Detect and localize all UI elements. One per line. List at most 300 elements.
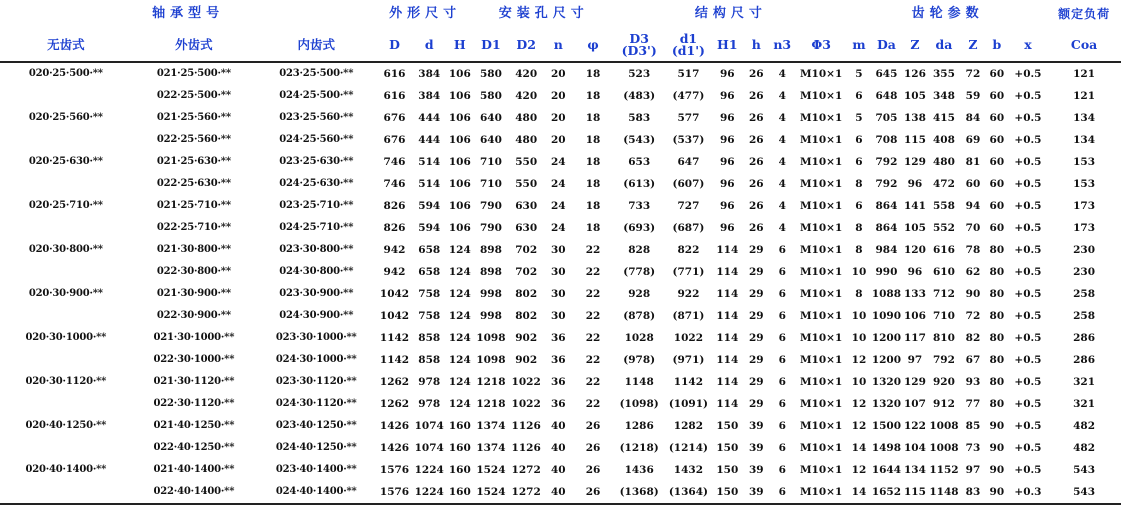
table-cell-d1: (1214) [668,442,708,454]
table-cell-Z-int: 90 [965,288,981,300]
table-cell-d: 658 [418,266,441,278]
table-cell-Coa: 173 [1073,222,1096,234]
table-cell-no-teeth: 020·40·1250·** [25,420,107,431]
table-cell-D3: (543) [623,134,656,146]
table-cell-d: 658 [418,244,441,256]
table-row [0,393,1121,415]
table-row [0,107,1121,129]
group-header-mounting-hole-dimensions: 安装孔尺寸 [498,6,589,21]
table-cell-phi3: M10×1 [799,420,843,432]
table-cell-H1: 96 [719,222,735,234]
table-cell-internal-teeth: 024·30·900·** [279,310,354,321]
table-cell-b: 60 [989,222,1005,234]
table-cell-b: 60 [989,156,1005,168]
table-cell-Z-ext: 107 [903,398,926,410]
table-cell-internal-teeth: 023·25·710·** [279,200,354,211]
table-cell-h: 26 [749,134,764,146]
table-cell-no-teeth [0,129,132,151]
table-cell-Z-int: 82 [965,332,981,344]
table-cell-D1: 790 [479,200,502,212]
table-cell-n: 30 [550,266,566,278]
table-row [0,415,1121,437]
table-cell-Z-ext: 104 [903,442,926,454]
table-row [0,173,1121,195]
table-cell-Coa: 543 [1047,481,1121,504]
table-cell-H1: 96 [719,134,735,146]
table-cell-D2: 420 [515,90,538,102]
table-cell-da: 616 [933,244,955,256]
table-cell-x: +0.5 [1014,178,1042,190]
table-cell-d: 594 [418,222,441,234]
table-cell-Coa: 230 [1073,266,1096,278]
table-cell-da: 472 [933,178,955,190]
table-cell-H: 160 [448,464,471,476]
table-cell-H: 106 [448,68,471,80]
table-cell-b: 80 [989,288,1005,300]
table-cell-Z-ext: 96 [907,266,923,278]
table-cell-b: 60 [989,68,1005,80]
table-cell-n3: 4 [778,134,786,146]
table-cell-m: 8 [855,222,863,234]
table-cell-no-teeth [0,305,132,327]
table-cell-Da: 1200 [871,354,902,366]
col-header-x: x [1009,28,1047,62]
table-cell-Z-int: 62 [965,266,981,278]
table-row [0,371,1121,393]
table-cell-H: 106 [448,178,471,190]
table-cell-phi: 22 [585,288,601,300]
table-cell-da: 610 [933,266,955,278]
table-cell-H1: 150 [712,481,742,504]
table-cell-d1: (1091) [668,398,708,410]
table-cell-phi: 22 [585,244,601,256]
col-header-internal-teeth: 内齿式 [256,28,376,62]
table-cell-Z-ext: 120 [903,244,926,256]
table-cell-external-teeth: 022·40·1250·** [153,442,235,453]
table-cell-n: 20 [550,68,566,80]
table-cell-phi: 22 [585,310,601,322]
table-cell-x: +0.5 [1014,442,1042,454]
table-cell-D1: 1218 [476,398,506,410]
table-cell-x: +0.5 [1014,310,1042,322]
table-cell-no-teeth [0,481,132,504]
table-cell-d: 444 [418,134,441,146]
table-cell-D1: 898 [479,266,502,278]
table-cell-internal-teeth: 024·30·800·** [279,266,354,277]
table-cell-Z-ext: 105 [903,90,926,102]
table-cell-phi3: M10×1 [799,244,843,256]
table-cell-n3: 4 [778,90,786,102]
table-cell-no-teeth [0,85,132,107]
table-row [0,327,1121,349]
table-row [0,437,1121,459]
table-cell-da: 1152 [929,464,959,476]
table-cell-D3: 828 [628,244,651,256]
table-cell-D1: 1218 [476,376,506,388]
table-cell-Z-int: 69 [965,134,981,146]
table-cell-D1: 998 [479,310,502,322]
table-cell-internal-teeth: 024·40·1400·** [256,481,376,504]
table-cell-h: 39 [749,420,764,432]
table-cell-no-teeth [0,437,132,459]
table-cell-H1: 114 [716,288,739,300]
table-cell-phi3: M10×1 [799,354,843,366]
table-cell-H: 124 [448,376,471,388]
table-cell-external-teeth: 022·25·500·** [156,90,231,101]
table-cell-h: 26 [749,156,764,168]
table-cell-internal-teeth: 023·30·800·** [279,244,354,255]
table-cell-Z-int: 84 [965,112,981,124]
table-row [0,151,1121,173]
table-cell-phi3: M10×1 [799,68,843,80]
table-cell-D3: 1028 [624,332,654,344]
table-cell-d1: (477) [672,90,705,102]
table-cell-D1: 710 [479,156,502,168]
table-cell-m: 5 [855,112,863,124]
table-cell-d: 384 [418,90,441,102]
table-cell-x: +0.5 [1014,332,1042,344]
table-cell-x: +0.5 [1014,90,1042,102]
table-cell-n: 40 [550,442,566,454]
table-cell-m: 12 [851,398,867,410]
table-cell-no-teeth: 020·30·1120·** [25,376,107,387]
table-cell-d1: 647 [677,156,700,168]
table-cell-da: 552 [933,222,955,234]
table-cell-D: 1142 [379,332,410,344]
table-cell-H1: 150 [716,464,739,476]
table-cell-D1: 898 [479,244,502,256]
table-cell-h: 26 [749,112,764,124]
table-row [0,85,1121,107]
table-cell-phi: 26 [585,420,601,432]
table-cell-external-teeth: 021·25·500·** [156,68,231,79]
table-cell-D3: 733 [628,200,651,212]
table-cell-D3: (1218) [619,442,659,454]
table-cell-n: 24 [550,178,566,190]
table-cell-Z-int: 97 [965,464,981,476]
table-cell-internal-teeth: 024·25·500·** [279,90,354,101]
col-header-d: d [413,28,446,62]
table-cell-H1: 114 [716,332,739,344]
col-header-n3: n3 [770,28,794,62]
table-cell-phi: 22 [585,398,601,410]
table-cell-x: +0.5 [1014,398,1042,410]
table-cell-H1: 150 [716,442,739,454]
table-cell-phi: 18 [585,112,601,124]
table-cell-Z-ext: 126 [903,68,926,80]
table-cell-D3: 1148 [624,376,654,388]
table-cell-x: +0.5 [1014,420,1042,432]
table-cell-x: +0.5 [1014,68,1042,80]
table-cell-phi3: M10×1 [799,310,843,322]
table-cell-D2: 1272 [508,481,544,504]
table-row [0,481,1121,504]
table-cell-d: 1074 [414,442,444,454]
table-cell-n3: 4 [778,68,786,80]
table-cell-da: 792 [933,354,955,366]
table-cell-h: 29 [749,398,764,410]
table-cell-d1: 1432 [673,464,704,476]
table-cell-n3: 6 [778,266,786,278]
table-cell-D1: 640 [479,112,502,124]
table-cell-Coa: 321 [1073,398,1096,410]
table-cell-phi3: M10×1 [799,200,843,212]
table-cell-n: 24 [550,156,566,168]
table-cell-D: 1042 [379,310,410,322]
table-cell-d: 384 [418,68,441,80]
table-cell-external-teeth: 021·40·1250·** [153,420,235,431]
table-cell-internal-teeth: 023·30·1120·** [275,376,357,387]
table-cell-d: 858 [418,354,441,366]
table-cell-phi: 18 [585,178,601,190]
table-cell-D1: 1374 [476,442,506,454]
table-cell-d1: (1364) [665,481,713,504]
table-cell-h: 26 [749,200,764,212]
table-cell-n: 30 [550,310,566,322]
table-cell-Z-ext: 117 [903,332,926,344]
table-cell-m: 12 [851,464,867,476]
table-cell-D2: 802 [515,288,538,300]
table-cell-D1: 1098 [476,332,506,344]
table-cell-Da: 648 [875,90,898,102]
table-cell-da: 1008 [929,442,959,454]
table-cell-x: +0.5 [1014,464,1042,476]
table-cell-da: 810 [933,332,955,344]
table-row [0,459,1121,481]
table-cell-D3: (978) [623,354,656,366]
table-cell-d: 1074 [414,420,444,432]
table-cell-Z-int: 93 [965,376,981,388]
table-cell-H: 124 [448,266,471,278]
table-cell-phi3: M10×1 [799,288,843,300]
table-cell-Da: 1500 [871,420,902,432]
table-cell-D1: 790 [479,222,502,234]
table-cell-h: 29 [749,376,764,388]
table-cell-D1: 640 [479,134,502,146]
table-cell-phi3: M10×1 [799,398,843,410]
table-cell-Coa: 286 [1073,332,1096,344]
table-cell-x: +0.5 [1014,376,1042,388]
table-cell-Coa: 153 [1073,178,1096,190]
table-cell-no-teeth: 020·30·900·** [28,288,103,299]
table-cell-D1: 1524 [476,464,506,476]
table-cell-Z-int: 94 [965,200,981,212]
table-cell-x: +0.5 [1014,244,1042,256]
table-row [0,283,1121,305]
col-header-D: D [376,28,412,62]
table-cell-d: 858 [418,332,441,344]
table-cell-H1: 150 [716,420,739,432]
table-cell-Da: 645 [875,68,898,80]
table-cell-da: 348 [933,90,955,102]
table-cell-H1: 96 [719,200,735,212]
table-cell-n: 40 [544,481,572,504]
table-cell-Da: 864 [875,222,898,234]
table-cell-x: +0.5 [1014,156,1042,168]
table-cell-d: 758 [418,288,441,300]
table-cell-n: 36 [550,376,566,388]
table-cell-D: 676 [383,112,406,124]
table-cell-phi: 18 [585,156,601,168]
table-cell-d1: 1282 [673,420,704,432]
table-cell-phi: 18 [585,68,601,80]
table-cell-Z-int: 67 [965,354,981,366]
table-cell-D1: 998 [479,288,502,300]
table-cell-x: +0.5 [1014,134,1042,146]
table-cell-H: 124 [448,244,471,256]
table-cell-external-teeth: 021·40·1400·** [153,464,235,475]
table-cell-phi3: M10×1 [799,156,843,168]
table-cell-Z-ext: 134 [903,464,926,476]
table-cell-Coa: 173 [1073,200,1096,212]
table-cell-D: 1426 [379,442,410,454]
table-cell-d1: (871) [672,310,705,322]
table-cell-phi: 22 [585,266,601,278]
table-cell-Da: 1644 [871,464,902,476]
table-cell-D2: 802 [515,310,538,322]
table-cell-H1: 96 [719,112,735,124]
table-cell-n3: 6 [778,288,786,300]
table-cell-D3: 583 [628,112,651,124]
table-cell-H1: 114 [716,354,739,366]
table-cell-d1: 1142 [673,376,704,388]
table-cell-m: 12 [851,354,867,366]
table-cell-D3: 653 [628,156,651,168]
table-cell-b: 60 [989,200,1005,212]
table-cell-H1: 96 [719,68,735,80]
table-cell-Coa: 321 [1073,376,1096,388]
table-cell-D2: 702 [515,266,538,278]
col-header-D1: D1 [474,28,508,62]
table-cell-D2: 902 [515,354,538,366]
table-cell-Z-int: 72 [965,68,981,80]
col-header-h: h [742,28,770,62]
table-cell-d1: 727 [677,200,700,212]
table-cell-x: +0.5 [1014,222,1042,234]
table-cell-phi3: M10×1 [799,332,843,344]
table-cell-H1: 114 [716,244,739,256]
table-cell-n3: 6 [778,398,786,410]
table-cell-no-teeth: 020·40·1400·** [25,464,107,475]
table-cell-H: 106 [448,112,471,124]
table-cell-H: 106 [448,134,471,146]
table-cell-H: 124 [448,332,471,344]
table-cell-d1: (687) [672,222,705,234]
table-cell-da: 480 [933,156,955,168]
table-cell-internal-teeth: 023·25·630·** [279,156,354,167]
table-cell-D2: 902 [515,332,538,344]
table-cell-d: 1224 [413,481,446,504]
header-group-row [0,0,1121,28]
table-cell-b: 90 [989,464,1005,476]
table-cell-Coa: 258 [1073,288,1096,300]
table-cell-Da: 984 [875,244,898,256]
table-cell-phi: 26 [585,464,601,476]
table-cell-H: 124 [448,310,471,322]
table-cell-da: 415 [933,112,955,124]
table-cell-n: 20 [550,90,566,102]
table-cell-D3: (483) [623,90,656,102]
table-cell-h: 26 [749,68,764,80]
table-cell-phi3: M10×1 [799,178,843,190]
table-cell-m: 10 [851,332,867,344]
table-cell-internal-teeth: 024·25·560·** [279,134,354,145]
table-cell-Z-int: 59 [965,90,981,102]
table-cell-Da: 705 [875,112,898,124]
table-cell-Coa: 286 [1073,354,1096,366]
table-cell-H: 160 [446,481,474,504]
table-cell-phi3: M10×1 [799,266,843,278]
table-cell-Z-ext: 115 [903,481,927,504]
col-header-H1: H1 [712,28,742,62]
table-cell-external-teeth: 022·30·1120·** [153,398,235,409]
table-cell-D: 746 [383,156,406,168]
table-cell-H: 124 [448,288,471,300]
table-cell-m: 12 [851,420,867,432]
table-cell-D2: 702 [515,244,538,256]
table-cell-phi3: M10×1 [799,134,843,146]
table-cell-Z-int: 81 [965,156,981,168]
table-cell-b: 80 [989,310,1005,322]
table-cell-x: +0.5 [1014,354,1042,366]
table-cell-external-teeth: 022·25·710·** [156,222,231,233]
table-cell-D: 1262 [379,398,410,410]
table-cell-Z-ext: 141 [903,200,926,212]
table-cell-d: 514 [418,156,441,168]
table-row [0,261,1121,283]
table-cell-b: 90 [989,420,1005,432]
table-cell-d: 758 [418,310,441,322]
table-cell-m: 8 [855,288,863,300]
table-cell-n3: 6 [778,310,786,322]
table-cell-da: 355 [933,68,955,80]
table-cell-internal-teeth: 023·25·560·** [279,112,354,123]
table-cell-Z-ext: 106 [903,310,926,322]
table-cell-D2: 630 [515,200,538,212]
table-cell-Coa: 134 [1073,134,1096,146]
table-row [0,349,1121,371]
table-cell-Z-ext: 129 [903,376,926,388]
table-cell-n: 36 [550,354,566,366]
table-cell-n: 30 [550,244,566,256]
table-cell-external-teeth: 022·40·1400·** [132,481,256,504]
group-header-bearing-model: 轴承型号 [152,6,225,21]
table-cell-m: 5 [855,68,863,80]
table-cell-D1: 710 [479,178,502,190]
table-cell-internal-teeth: 024·30·1000·** [275,354,357,365]
table-cell-D2: 550 [515,178,538,190]
table-cell-m: 6 [855,90,863,102]
table-cell-h: 26 [749,222,764,234]
table-cell-m: 6 [855,156,863,168]
table-cell-Da: 1200 [871,332,902,344]
table-cell-h: 29 [749,310,764,322]
table-cell-n: 24 [550,200,566,212]
table-cell-Coa: 230 [1073,244,1096,256]
table-cell-H1: 114 [716,398,739,410]
table-cell-b: 80 [989,266,1005,278]
table-cell-internal-teeth: 023·30·900·** [279,288,354,299]
table-cell-n: 20 [550,134,566,146]
table-cell-da: 920 [933,376,955,388]
table-cell-n3: 4 [778,178,786,190]
table-cell-x: +0.5 [1014,288,1042,300]
table-cell-Da: 990 [875,266,898,278]
table-row [0,195,1121,217]
table-cell-Da: 1088 [871,288,902,300]
table-cell-d1: (607) [672,178,705,190]
table-cell-Z-ext: 138 [903,112,926,124]
